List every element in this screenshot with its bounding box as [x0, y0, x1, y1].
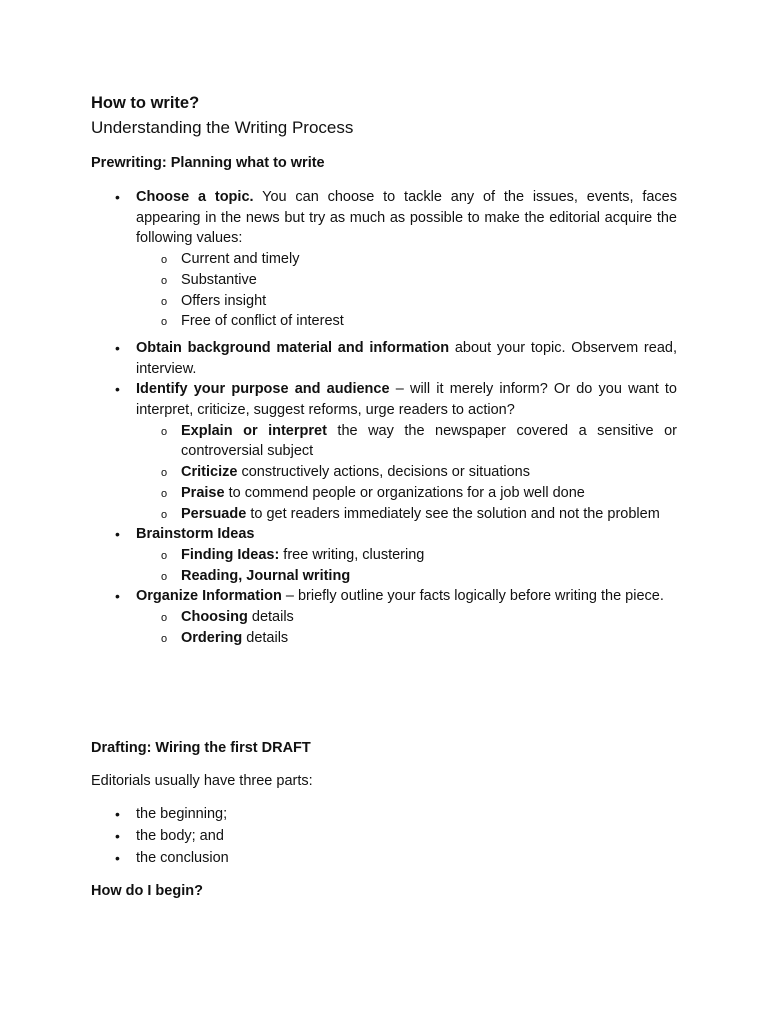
sub-item-bold-text: Choosing — [181, 609, 248, 626]
prewriting-list — [136, 187, 677, 648]
sub-item-bold-text: Persuade — [181, 505, 247, 522]
sub-list-item — [181, 566, 677, 587]
item-bold-text: Organize Information — [136, 588, 282, 605]
item-bold-text: Choose a topic. — [136, 189, 254, 205]
sub-item-bold-text: Ordering — [181, 629, 243, 646]
sub-item-bold-text: Praise — [181, 484, 225, 501]
list-item: • the conclusion — [136, 848, 229, 870]
sub-list-item — [181, 311, 677, 332]
item-bold-text: Identify your purpose and audience — [136, 381, 390, 398]
sub-item-text: details — [247, 609, 294, 626]
item-bold-text: Brainstorm Ideas — [136, 526, 255, 543]
sub-item-text: free writing, clustering — [279, 546, 425, 563]
sub-item-bold-text: Criticize — [181, 464, 238, 481]
sub-item-text: the way the newspaper covered a sensitive or controversial subject — [181, 422, 677, 460]
sub-list-item — [181, 628, 677, 649]
item-text: – briefly outline your facts logically before writing the piece. — [281, 588, 664, 605]
item-text: You can choose to tackle any of the issues, events, faces appearing in the news but try as much as possible to make the editorial acquire the following values: — [136, 189, 677, 247]
sub-item-bold-text: Reading, Journal writing — [181, 567, 351, 584]
list-item — [136, 524, 677, 586]
sub-item-text: Current and timely — [181, 251, 300, 268]
sub-item-text: Substantive — [181, 271, 257, 288]
sub-list-item — [181, 504, 677, 525]
sub-list-item — [181, 270, 677, 291]
sub-item-text: constructively actions, decisions or situations — [237, 464, 530, 481]
document-subtitle: Understanding the Writing Process — [91, 118, 354, 137]
sub-item-text: Offers insight — [181, 292, 267, 309]
sub-list-item — [181, 607, 677, 628]
item-text: – will it merely inform? Or do you want to interpret, criticize, suggest reforms, urge readers to action? — [136, 381, 677, 419]
document-title: How to write? — [91, 94, 200, 112]
sub-item-text: to commend people or organizations for a job well done — [224, 484, 585, 501]
sub-list — [136, 607, 677, 648]
sub-list-item — [181, 291, 677, 312]
drafting-heading: Drafting: Wiring the first DRAFT — [91, 740, 311, 756]
sub-list-item — [181, 545, 677, 566]
prewriting-heading: Prewriting: Planning what to write — [91, 155, 325, 171]
sub-list-item — [181, 462, 677, 483]
sub-list — [136, 249, 677, 332]
sub-item-text: Free of conflict of interest — [181, 313, 344, 330]
list-item: • the beginning; — [136, 804, 229, 826]
list-item — [136, 338, 677, 379]
sub-list — [136, 421, 677, 525]
sub-item-bold-text: Explain or interpret — [181, 422, 327, 439]
sub-list-item — [181, 249, 677, 270]
list-item: • the body; and — [136, 826, 229, 848]
sub-list-item — [181, 421, 677, 462]
list-item — [136, 379, 677, 524]
list-item — [136, 586, 677, 648]
item-bold-text: Obtain background material and information — [136, 339, 450, 356]
begin-heading: How do I begin? — [91, 883, 203, 899]
item-text: about your topic. Observem read, interview. — [136, 339, 677, 377]
drafting-intro: Editorials usually have three parts: — [91, 773, 313, 789]
parts-list — [136, 804, 229, 869]
list-item — [136, 187, 677, 332]
sub-list — [136, 545, 677, 586]
sub-item-bold-text: Finding Ideas: — [181, 546, 280, 563]
sub-item-text: to get readers immediately see the solution and not the problem — [246, 505, 660, 522]
sub-item-text: details — [242, 629, 289, 646]
sub-list-item — [181, 483, 677, 504]
